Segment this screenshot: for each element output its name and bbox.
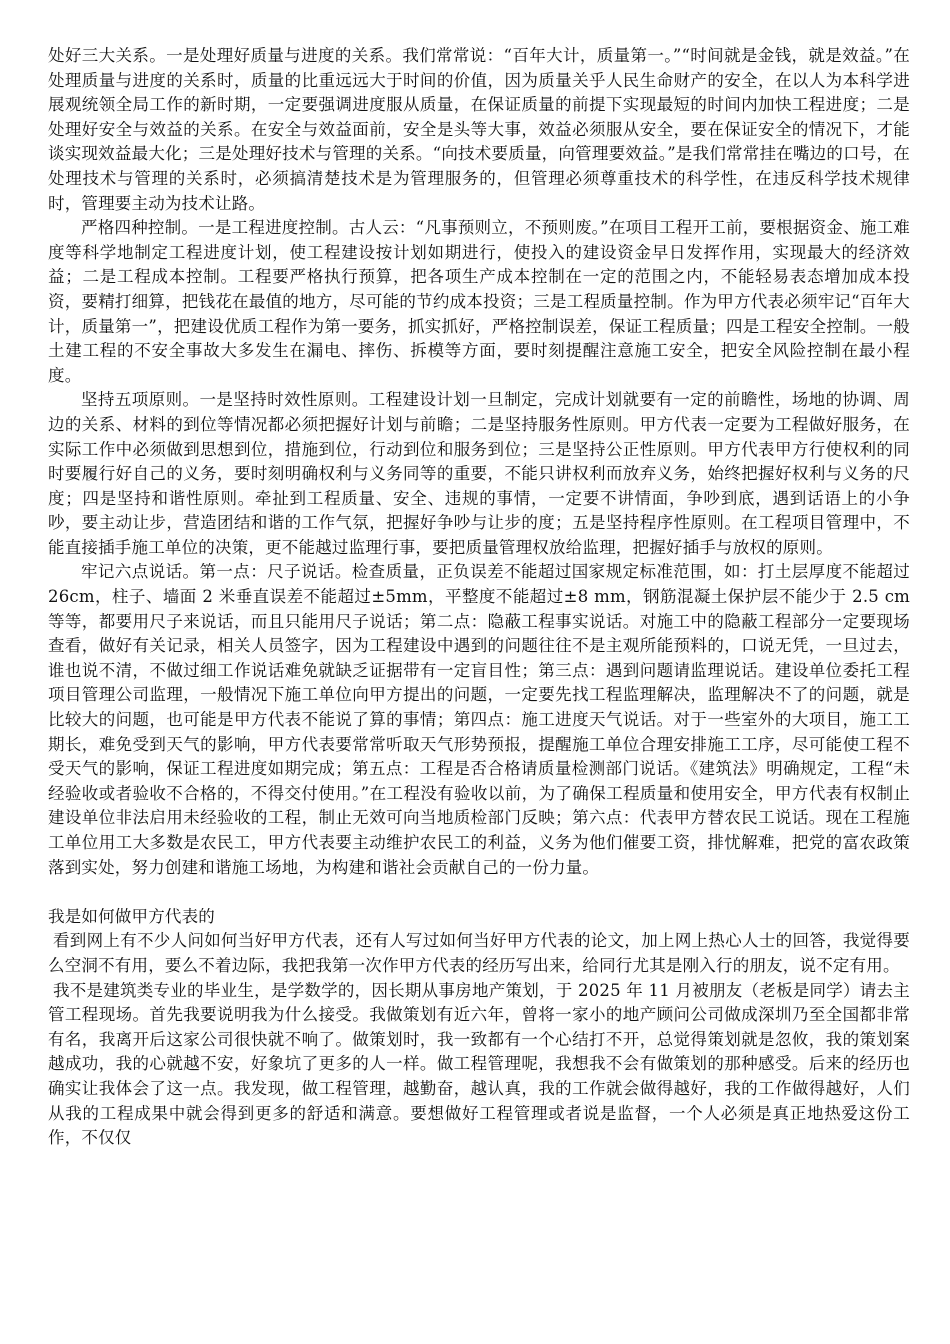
paragraph-intro: 看到网上有不少人问如何当好甲方代表，还有人写过如何当好甲方代表的论文，加上网上热心人士的回答，我觉得要么空洞不有用，要么不着边际，我把我第一次作甲方代表的经历写出来，给同行尤其是刚入行的朋友，说不定有用。 bbox=[48, 931, 910, 975]
paragraph-three-relations: 处好三大关系。一是处理好质量与进度的关系。我们常常说：“百年大计，质量第一。”“时间就是金钱，就是效益。”在处理质量与进度的关系时，质量的比重远远大于时间的价值，因为质量关乎人民生命财产的安全，在以人为本科学进展观统领全局工作的新时期，一定要强调进度服从质量，在保证质量的前提下实现最短的时间内加快工程进度；二是处理好安全与效益的关系。在安全与效益面前，安全是头等大事，效益必须服从安全，要在保证安全的情况下，才能谈实现效益最大化；三是处理好技术与管理的关系。“向技术要质量，向管理要效益。”是我们常常挂在嘴边的口号，在处理技术与管理的关系时，必须搞清楚技术是为管理服务的，但管理必须尊重技术的科学性，在违反科学技术规律时，管理要主动为技术让路。 bbox=[48, 46, 910, 213]
paragraph-background: 我不是建筑类专业的毕业生，是学数学的，因长期从事房地产策划，于 2025 年 11 月被朋友（老板是同学）请去主管工程现场。首先我要说明我为什么接受。我做策划有近六年，曾将一家小的地产顾问公司做成深圳乃至全国都非常有名，我离开后这家公司很快就不响了。做策划时，我一致都有一个心结打不开，总觉得策划就是忽攸，我的策划案越成功，我的心就越不安，好象坑了更多的人一样。做工程管理呢，我想我不会有做策划的那种感受。后来的经历也确实让我体会了这一点。我发现，做工程管理，越勤奋，越认真，我的工作就会做得越好，我的工作做得越好，人们从我的工程成果中就会得到更多的舒适和满意。要想做好工程管理或者说是监督，一个人必须是真正地热爱这份工作，不仅仅 bbox=[48, 980, 910, 1148]
document-page bbox=[48, 44, 910, 1151]
blank-line bbox=[48, 880, 910, 905]
section-title: 我是如何做甲方代表的 bbox=[48, 906, 215, 926]
paragraph-four-controls: 严格四种控制。一是工程进度控制。古人云：“凡事预则立，不预则废。”在项目工程开工前，要根据资金、施工难度等科学地制定工程进度计划，使工程建设按计划如期进行，使投入的建设资金早日发挥作用，实现最大的经济效益；二是工程成本控制。工程要严格执行预算，把各项生产成本控制在一定的范围之内，不能轻易表态增加成本投资，要精打细算，把钱花在最值的地方，尽可能的节约成本投资；三是工程质量控制。作为甲方代表必须牢记“百年大计，质量第一”，把建设优质工程作为第一要务，抓实抓好，严格控制误差，保证工程质量；四是工程安全控制。一般土建工程的不安全事故大多发生在漏电、摔伤、拆模等方面，要时刻提醒注意施工安全，把安全风险控制在最小程度。 bbox=[48, 218, 910, 385]
paragraph-six-points: 牢记六点说话。第一点：尺子说话。检查质量，正负误差不能超过国家规定标准范围，如：打土层厚度不能超过 26cm，柱子、墙面 2 米垂直误差不能超过±5mm，平整度不能超过±8 mm，钢筋混凝土保护层不能少于 2.5 cm 等等，都要用尺子来说话，而且只能用尺子说话；第二点：隐蔽工程事实说话。对施工中的隐蔽工程部分一定要现场查看，做好有关记录，相关人员签字，因为工程建设中遇到的问题往往不是主观所能预料的，口说无凭，一旦过去，谁也说不清，不做过细工作说话难免就缺乏证据带有一定盲目性；第三点：遇到问题请监理说话。建设单位委托工程项目管理公司监理，一般情况下施工单位向甲方提出的问题，一定要先找工程监理解决，监理解决不了的问题，就是比较大的问题，也可能是甲方代表不能说了算的事情；第四点：施工进度天气说话。对于一些室外的大项目，施工工期长，难免受到天气的影响，甲方代表要常常听取天气形势预报，提醒施工单位合理安排施工工序，尽可能使工程不受天气的影响，保证工程进度如期完成；第五点：工程是否合格请质量检测部门说话。《建筑法》明确规定，工程“未经验收或者验收不合格的，不得交付使用。”在工程没有验收以前，为了确保工程质量和使用安全，甲方代表有权制止建设单位非法启用未经验收的工程，制止无效可向当地质检部门反映；第六点：代表甲方替农民工说话。现在工程施工单位用工大多数是农民工，甲方代表要主动维护农民工的利益，义务为他们催要工资，排忧解难，把党的富农政策落到实处，努力创建和谐施工场地，为构建和谐社会贡献自己的一份力量。 bbox=[48, 562, 910, 877]
paragraph-five-principles: 坚持五项原则。一是坚持时效性原则。工程建设计划一旦制定，完成计划就要有一定的前瞻性，场地的协调、周边的关系、材料的到位等情况都必须把握好计划与前瞻；二是坚持服务性原则。甲方代表一定要为工程做好服务，在实际工作中必须做到思想到位，措施到位，行动到位和服务到位；三是坚持公正性原则。甲方代表甲方行使权利的同时要履行好自己的义务，要时刻明确权利与义务同等的重要，不能只讲权利而放弃义务，始终把握好权利与义务的尺度；四是坚持和谐性原则。牵扯到工程质量、安全、违规的事情，一定要不讲情面，争吵到底，遇到话语上的小争吵，要主动让步，营造团结和谐的工作气氛，把握好争吵与让步的度；五是坚持程序性原则。在工程项目管理中，不能直接插手施工单位的决策，更不能越过监理行事，要把质量管理权放给监理，把握好插手与放权的原则。 bbox=[48, 390, 910, 557]
